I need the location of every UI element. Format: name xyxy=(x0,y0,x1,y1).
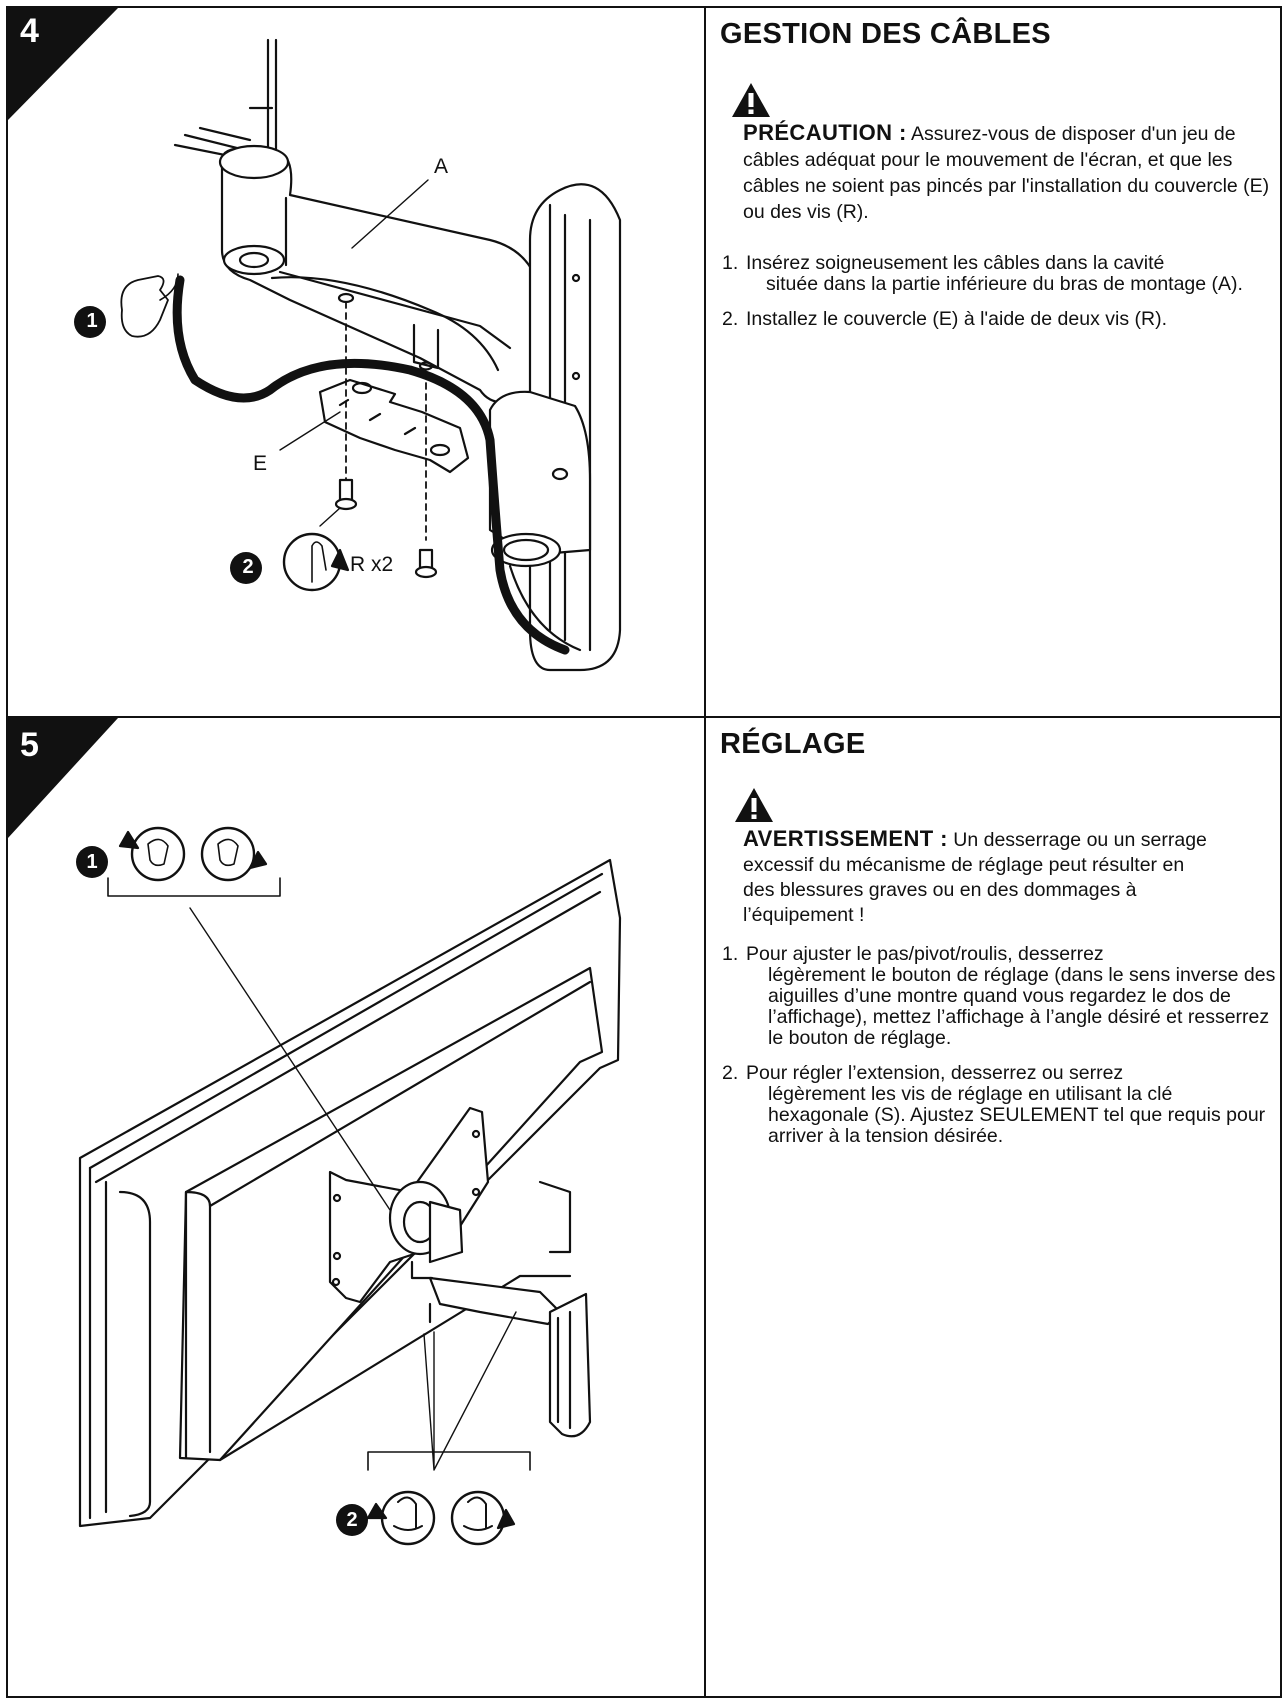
warning-icon xyxy=(734,787,774,823)
list-item: 1. Insérez soigneusement les câbles dans la cavité située dans la partie inférieure du bras de montage (A). xyxy=(722,252,1243,295)
step-4-number: 4 xyxy=(20,12,39,50)
column-divider-vertical xyxy=(704,6,706,1698)
label-A: A xyxy=(434,155,449,178)
step-4-title: GESTION DES CÂBLES xyxy=(720,18,1051,50)
section-divider-horizontal xyxy=(6,716,1282,718)
warning-keyword: AVERTISSEMENT : xyxy=(743,826,948,851)
warning-block xyxy=(743,826,1213,928)
step-5-badge-1: 1 xyxy=(86,851,98,873)
caution-keyword: PRÉCAUTION : xyxy=(743,120,907,145)
step-4-badge-2: 2 xyxy=(242,556,254,578)
warning-text: Un desserrage ou un serrage excessif du mécanisme de réglage peut résulter en des blessures graves ou en des dommages à l’équipement ! xyxy=(743,829,1207,926)
list-item: 2. Installez le couvercle (E) à l'aide de deux vis (R). xyxy=(722,308,1167,330)
step-5-number: 5 xyxy=(20,726,39,764)
label-R-x2: R x2 xyxy=(350,553,394,576)
step-5-badge-2: 2 xyxy=(346,1509,358,1531)
step-5-instructions xyxy=(722,944,1277,1161)
caution-block xyxy=(743,120,1273,225)
step-4-badge-1: 1 xyxy=(86,310,98,332)
adjustment-illustration xyxy=(10,722,700,1694)
step-4-instructions xyxy=(722,253,1277,344)
step-5-title: RÉGLAGE xyxy=(720,728,866,760)
list-item: 1. Pour ajuster le pas/pivot/roulis, desserrez légèrement le bouton de réglage (dans le sens inverse des aiguilles d’une montre quand vous regardez le dos de l’affichage), mettez l’affichage à l’angle désiré et resserrez le bouton de réglage. xyxy=(722,943,1276,1049)
list-item: 2. Pour régler l’extension, desserrez ou serrez légèrement les vis de réglage en utilisant la clé hexagonale (S). Ajustez SEULEMENT tel que requis pour arriver à la tension désirée. xyxy=(722,1062,1266,1147)
cable-management-illustration xyxy=(10,10,700,710)
caution-icon xyxy=(731,82,771,118)
label-E: E xyxy=(253,452,268,475)
caution-text: Assurez-vous de disposer d'un jeu de câbles adéquat pour le mouvement de l'écran, et que les câbles ne soient pas pincés par l'installation du couvercle (E) ou des vis (R). xyxy=(743,123,1270,223)
